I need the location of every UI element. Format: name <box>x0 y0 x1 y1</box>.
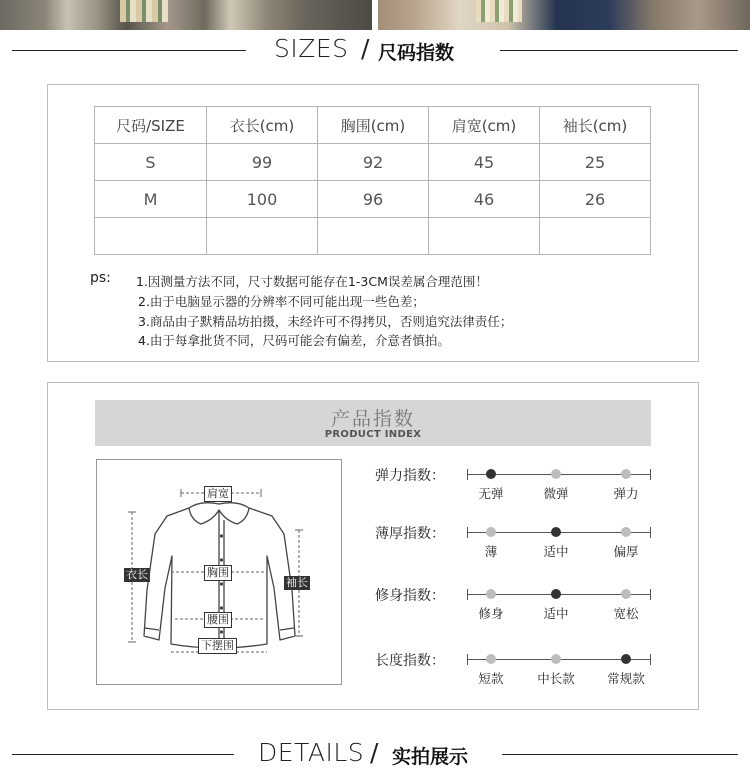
table-row <box>95 144 651 181</box>
table-cell-size <box>95 218 207 255</box>
table-header-cell: 胸围(cm) <box>318 107 429 144</box>
track-tick <box>650 527 651 538</box>
track-tick <box>650 589 651 600</box>
table-cell-size: S <box>95 144 207 181</box>
table-cell <box>318 218 429 255</box>
table-header-cell: 袖长(cm) <box>540 107 651 144</box>
header-divider-right <box>502 754 738 755</box>
index-dot <box>551 589 561 599</box>
details-title-en: DETAILS <box>258 738 365 767</box>
waist-label: 腰围 <box>204 612 232 628</box>
sizes-title-en: SIZES <box>274 34 349 63</box>
table-cell: 92 <box>318 144 429 181</box>
hem-label: 下摆围 <box>198 638 237 654</box>
table-cell <box>207 218 318 255</box>
index-option: 偏厚 <box>613 544 639 559</box>
table-cell: 46 <box>429 181 540 218</box>
index-option: 微弹 <box>543 486 569 501</box>
index-option: 无弹 <box>478 486 504 501</box>
index-option: 弹力 <box>613 486 639 501</box>
length-index-row <box>375 650 660 690</box>
details-section-header <box>0 734 750 774</box>
details-title-cn: 实拍展示 <box>392 746 469 768</box>
track-tick <box>467 527 468 538</box>
index-dot <box>486 589 496 599</box>
index-option: 短款 <box>478 671 504 686</box>
header-divider-left <box>12 50 246 51</box>
top-photo-strip <box>0 0 750 30</box>
details-title-slash: / <box>370 738 379 767</box>
table-cell: 96 <box>318 181 429 218</box>
table-cell: 25 <box>540 144 651 181</box>
elasticity-index-row <box>375 465 660 505</box>
index-option: 适中 <box>543 606 569 621</box>
index-dot <box>551 527 561 537</box>
index-dot <box>551 469 561 479</box>
index-label: 薄厚指数： <box>375 526 445 542</box>
note-item: 2.由于电脑显示器的分辨率不同可能出现一些色差； <box>138 294 425 309</box>
length-label: 衣长 <box>126 568 148 581</box>
track-tick <box>467 469 468 480</box>
table-header-cell: 尺码/SIZE <box>95 107 207 144</box>
fit-index-row <box>375 585 660 625</box>
size-table <box>94 106 651 255</box>
note-item: 1.因测量方法不同，尺寸数据可能存在1-3CM误差属合理范围！ <box>136 274 488 289</box>
table-row <box>95 218 651 255</box>
index-label: 修身指数： <box>375 588 445 604</box>
note-item: 3.商品由子默精品坊拍摄，未经许可不得拷贝，否则追究法律责任； <box>138 314 513 329</box>
table-cell: 26 <box>540 181 651 218</box>
sizes-section-header <box>0 30 750 70</box>
index-option: 宽松 <box>613 606 639 621</box>
table-cell-size: M <box>95 181 207 218</box>
index-label: 长度指数： <box>375 653 445 669</box>
note-item: 4.由于每拿批货不同，尺码可能会有偏差，介意者慎拍。 <box>138 333 450 348</box>
chest-label: 胸围 <box>204 565 232 581</box>
notes-prefix: ps: <box>90 270 111 286</box>
index-dot <box>551 654 561 664</box>
table-header-cell: 肩宽(cm) <box>429 107 540 144</box>
index-dot <box>621 589 631 599</box>
product-index-title-en: PRODUCT INDEX <box>324 429 422 440</box>
table-header-row <box>95 107 651 144</box>
sizes-title-cn: 尺码指数 <box>378 42 455 64</box>
product-photo-right <box>378 0 750 30</box>
index-option: 常规款 <box>607 671 645 686</box>
track-tick <box>650 654 651 665</box>
sleeve-length-label: 袖长 <box>286 576 308 589</box>
product-index-title-cn: 产品指数 <box>330 408 415 430</box>
index-option: 适中 <box>543 544 569 559</box>
track-tick <box>467 589 468 600</box>
table-cell: 45 <box>429 144 540 181</box>
table-cell: 99 <box>207 144 318 181</box>
index-label: 弹力指数： <box>375 468 445 484</box>
table-header-cell: 衣长(cm) <box>207 107 318 144</box>
shoulder-width-label: 肩宽 <box>204 486 232 502</box>
plaid-fabric-detail <box>120 0 168 22</box>
header-divider-right <box>500 50 738 51</box>
index-option: 薄 <box>484 544 498 559</box>
sizes-title-slash: / <box>361 34 370 63</box>
index-dot <box>486 654 496 664</box>
garment-measurement-diagram <box>96 459 342 685</box>
table-cell: 100 <box>207 181 318 218</box>
table-cell <box>429 218 540 255</box>
index-option: 修身 <box>478 606 504 621</box>
table-cell <box>540 218 651 255</box>
thickness-index-row <box>375 523 660 563</box>
product-index-banner <box>95 400 651 446</box>
index-dot <box>621 527 631 537</box>
table-row <box>95 181 651 218</box>
index-dot <box>621 469 631 479</box>
index-dot <box>486 469 496 479</box>
plaid-fabric-detail <box>476 0 522 22</box>
product-photo-left <box>0 0 372 30</box>
index-dot <box>486 527 496 537</box>
track-tick <box>650 469 651 480</box>
index-dot <box>621 654 631 664</box>
index-option: 中长款 <box>537 671 575 686</box>
header-divider-left <box>12 754 234 755</box>
track-tick <box>467 654 468 665</box>
